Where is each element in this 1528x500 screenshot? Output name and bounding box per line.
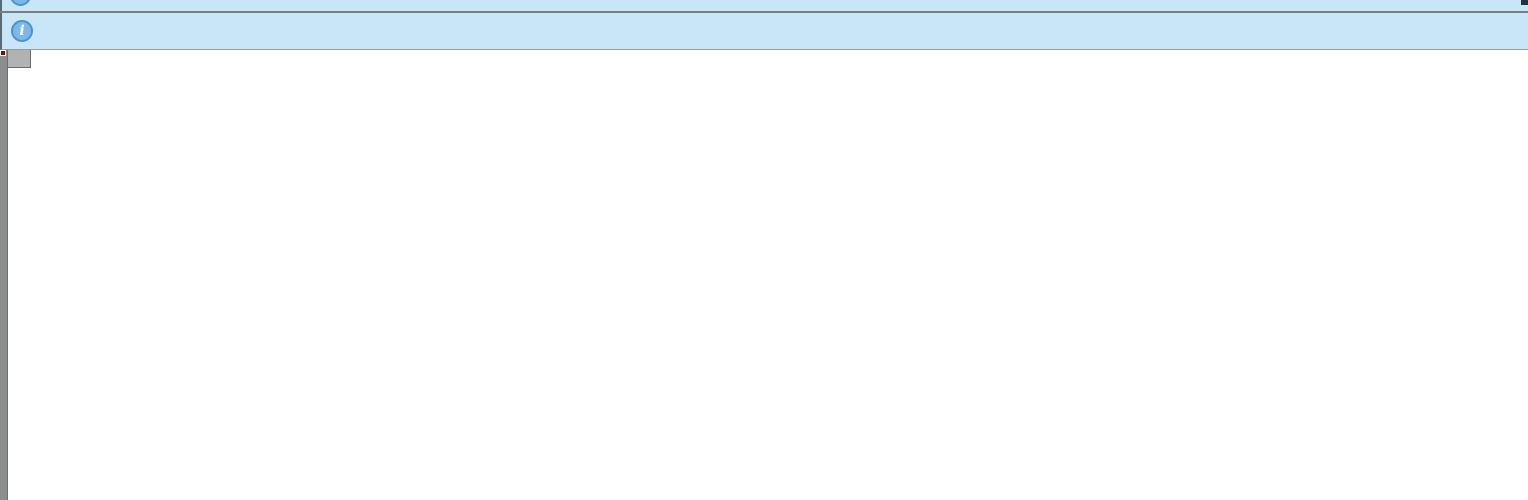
column-headers (8, 50, 31, 68)
select-all-corner[interactable] (8, 50, 31, 68)
info-icon (10, 0, 31, 6)
selected-cell-outline (0, 50, 4, 54)
window-edge-notch (1521, 0, 1528, 5)
left-edge-strip (0, 50, 8, 500)
fill-handle[interactable] (0, 50, 6, 56)
notification-bar (0, 13, 1528, 50)
previous-infobar-partial (0, 0, 1528, 11)
spreadsheet-grid (0, 50, 1528, 500)
info-icon: i (11, 20, 33, 42)
